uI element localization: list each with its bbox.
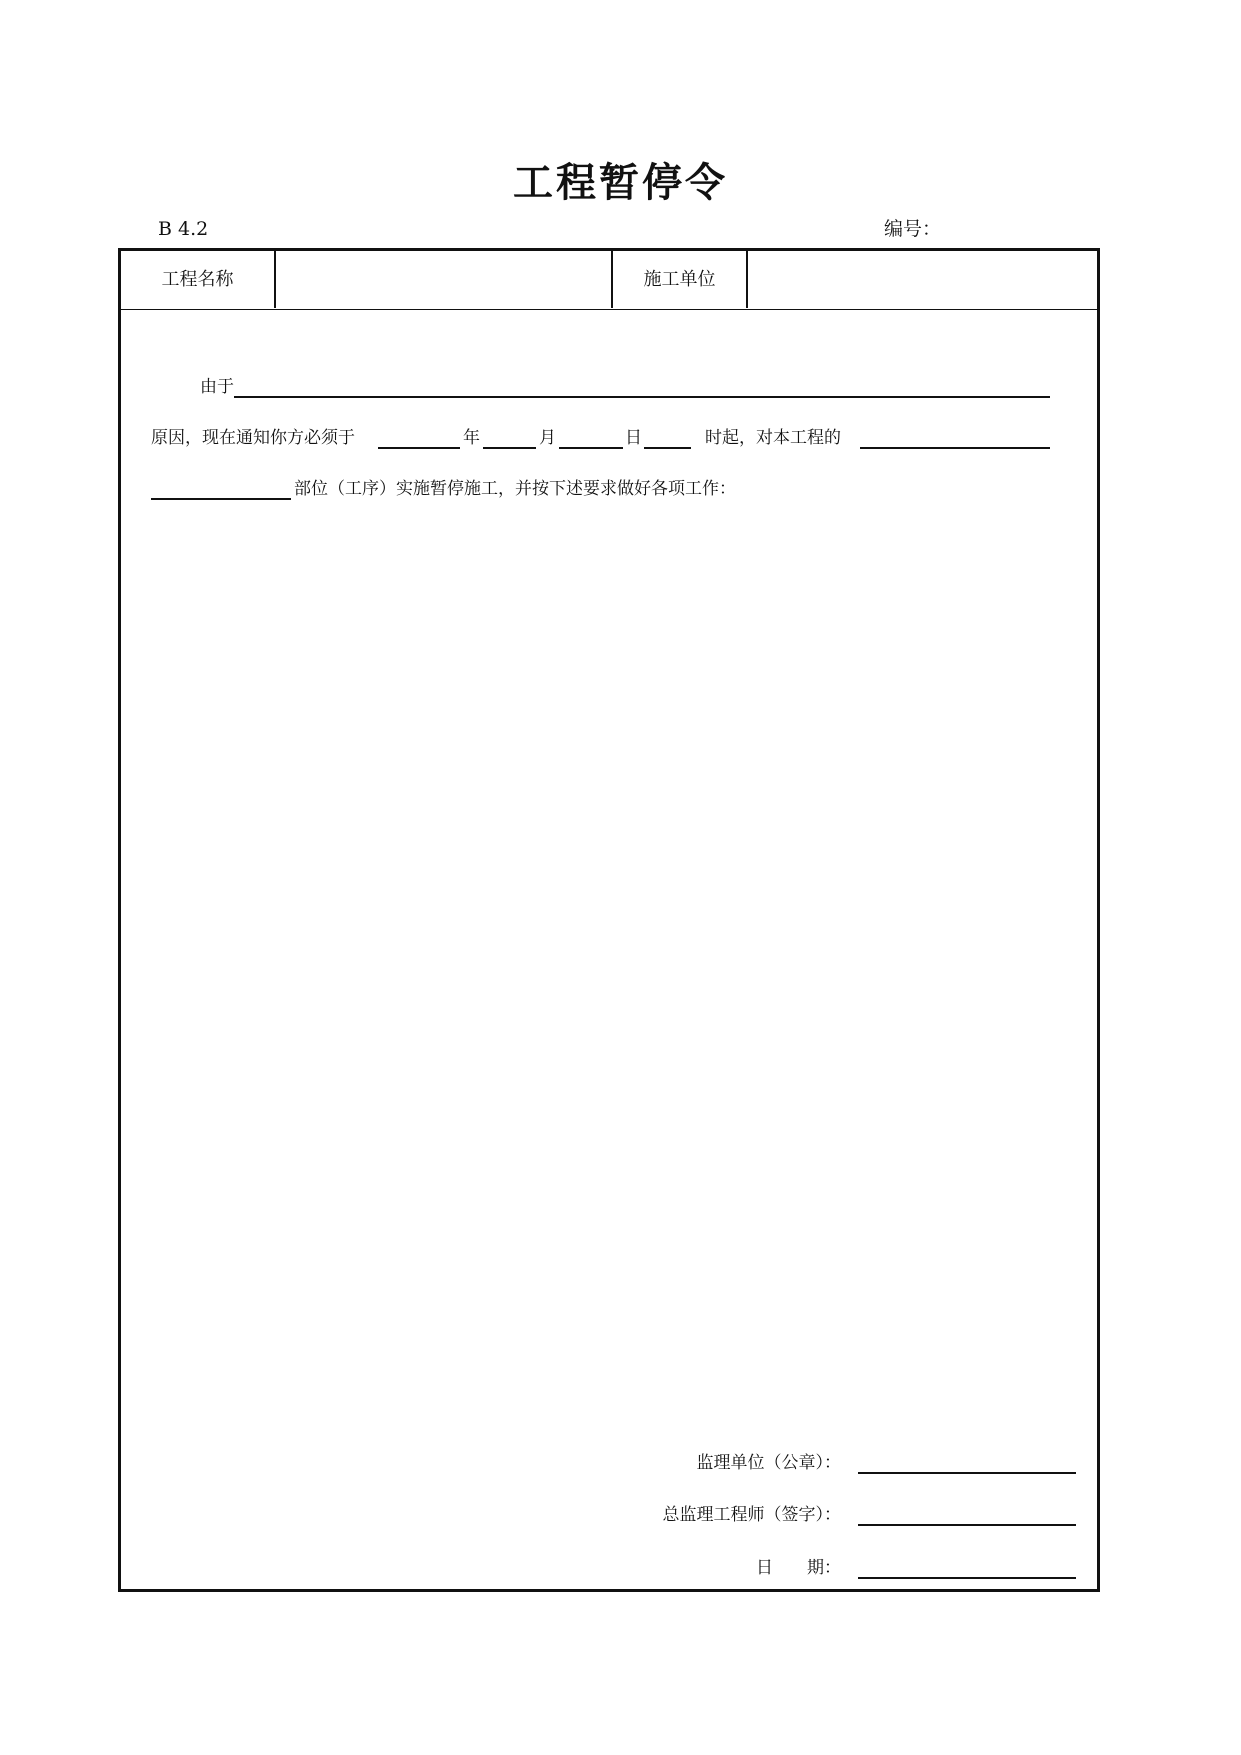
- order-form: [118, 248, 1100, 1592]
- reason-text: 原因，现在通知你方必须于: [151, 428, 355, 448]
- work-scope-blank[interactable]: [860, 447, 1050, 449]
- form-code: B 4.2: [158, 218, 209, 240]
- month-label: 月: [539, 428, 556, 448]
- supervision-unit-label: 监理单位（公章）：: [696, 1453, 841, 1473]
- contractor-field[interactable]: [748, 251, 1097, 308]
- chief-engineer-label: 总监理工程师（签字）：: [662, 1505, 841, 1525]
- month-blank[interactable]: [483, 447, 536, 449]
- project-name-label: 工程名称: [161, 269, 234, 290]
- year-blank[interactable]: [378, 447, 460, 449]
- hour-suffix: 时起，对本工程的: [705, 428, 841, 448]
- date-blank[interactable]: [858, 1577, 1076, 1579]
- reason-blank[interactable]: [234, 396, 1050, 398]
- day-label: 日: [625, 428, 642, 448]
- project-name-field[interactable]: [276, 251, 611, 308]
- because-prefix: 由于: [200, 377, 234, 397]
- chief-engineer-signature-blank[interactable]: [858, 1524, 1076, 1526]
- date-label: 日 期：: [756, 1558, 841, 1578]
- page-title: 工程暂停令: [513, 159, 728, 206]
- instruction-text: 部位（工序）实施暂停施工，并按下述要求做好各项工作：: [294, 479, 736, 499]
- contractor-label: 施工单位: [643, 269, 716, 290]
- supervision-unit-seal-blank[interactable]: [858, 1472, 1076, 1474]
- header-row: [121, 251, 1097, 310]
- day-blank[interactable]: [559, 447, 623, 449]
- hour-blank[interactable]: [644, 447, 691, 449]
- location-blank[interactable]: [151, 498, 291, 500]
- serial-number-label: 编号：: [884, 218, 942, 240]
- year-label: 年: [463, 428, 480, 448]
